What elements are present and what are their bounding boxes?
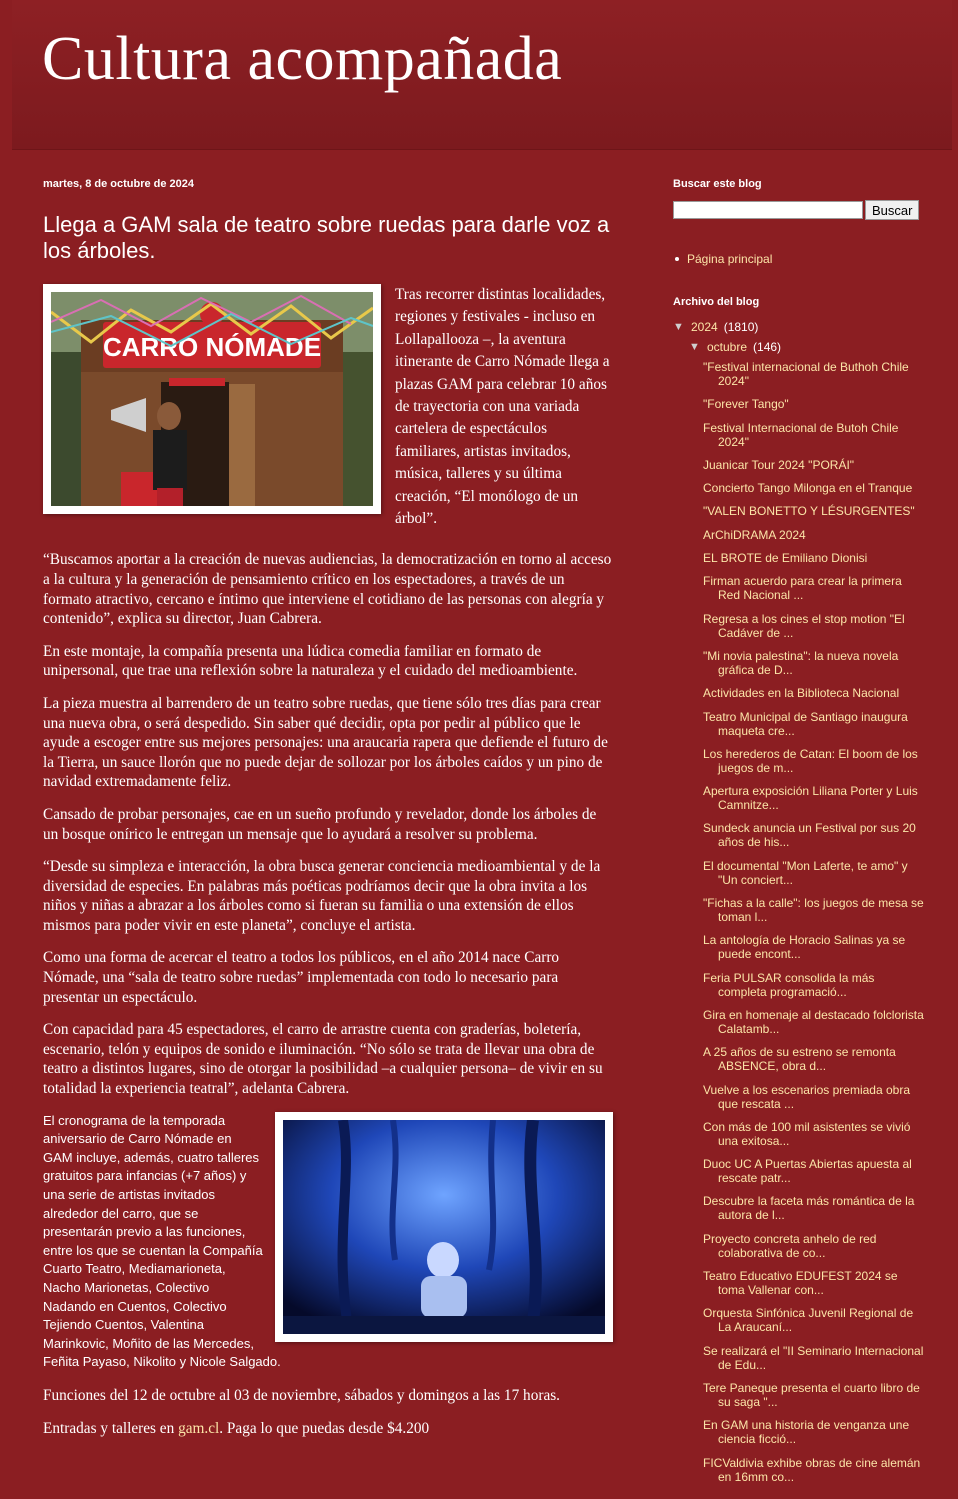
carro-nomade-photo [51, 292, 373, 506]
archive-post-item [703, 1456, 925, 1484]
forest-stage-photo [283, 1120, 605, 1334]
archive-post-link[interactable]: Gira en homenaje al destacado folclorista Calatamb... [703, 1007, 924, 1036]
tickets-suffix: . Paga lo que puedas desde $4.200 [219, 1419, 430, 1437]
image-sign-text: CARRO NÓMADE [102, 331, 322, 362]
archive-post-link[interactable]: ArChiDRAMA 2024 [703, 527, 806, 542]
archive-post-item [703, 1381, 925, 1409]
archive-post-item [703, 1194, 925, 1222]
post-paragraph: Como una forma de acercar el teatro a todos los públicos, en el año 2014 nace Carro Nómade, una “sala de teatro sobre ruedas” implementada con todo lo necesario para presentar un espectáculo. [43, 949, 560, 1006]
archive-year [673, 320, 925, 334]
post-paragraph: La pieza muestra al barrendero de un teatro sobre ruedas, que tiene sólo tres días para crear una nueva obra, o será despedido. Sin saber qué decidir, opta por pedir al público que le ayude a escoger entre sus mejores personajes: una araucaria rapera que defiende el futuro de la Tierra, un sauce llorón que no puede dejar de sollozar por los árboles caídos y un pino de navidad extremadamente feliz. [43, 694, 608, 791]
archive-post-item [703, 397, 925, 411]
blog-title[interactable]: Cultura acompañada [42, 25, 563, 93]
archive-post-link[interactable]: Tere Paneque presenta el cuarto libro de su saga "... [703, 1380, 920, 1409]
archive-post-item [703, 574, 925, 602]
archive-post-item [703, 686, 925, 700]
archive-year-count: (1810) [723, 320, 759, 334]
sidebar [673, 178, 925, 1493]
archive-post-link[interactable]: Sundeck anuncia un Festival por sus 20 años de his... [703, 821, 916, 850]
post-paragraph: Con capacidad para 45 espectadores, el carro de arrastre cuenta con graderías, boletería, escenario, telón y equipos de sonido e iluminación. “No sólo se trata de llevar una obra de teatro a distintos lugares, sino de otorgar la posibilidad –a cualquier persona– de vivir en su totalidad la experiencia teatral”, adelanta Cabrera. [43, 1021, 603, 1098]
collapse-toggle-icon[interactable]: ▼ [689, 341, 700, 353]
functions-paragraph: Funciones del 12 de octubre al 03 de noviembre, sábados y domingos a las 17 horas. [43, 1386, 561, 1404]
archive-post-item [703, 481, 925, 495]
archive-post-link[interactable]: Proyecto concreta anhelo de red colaborativa de co... [703, 1231, 877, 1260]
archive-post-link[interactable]: Festival Internacional de Butoh Chile 2024" [703, 420, 899, 449]
archive-post-item [703, 528, 925, 542]
archive-post-link[interactable]: Juanicar Tour 2024 "PORÁI" [703, 457, 855, 472]
archive-post-link[interactable]: Descubre la faceta más romántica de la autora de l... [703, 1194, 915, 1223]
post-paragraph: Cansado de probar personajes, cae en un sueño profundo y revelador, donde los árboles de un bosque onírico le entregan un mensaje que lo ayudará a resolver su problema. [43, 805, 597, 843]
archive-post-item [703, 360, 925, 388]
archive-post-link[interactable]: "Fichas a la calle": los juegos de mesa se toman l... [703, 896, 924, 925]
archive-post-item [703, 1269, 925, 1297]
archive-post-link[interactable]: Teatro Municipal de Santiago inaugura maqueta cre... [703, 709, 908, 738]
archive-post-item [703, 1157, 925, 1185]
search-input[interactable] [673, 201, 863, 219]
archive-post-item [703, 649, 925, 677]
archive-post-link[interactable]: La antología de Horacio Salinas ya se puede encont... [703, 933, 906, 962]
post-title[interactable]: Llega a GAM sala de teatro sobre ruedas para darle voz a los árboles. [43, 212, 610, 263]
archive-post-item [703, 1344, 925, 1372]
archive-post-link[interactable]: Actividades en la Biblioteca Nacional [703, 686, 900, 701]
archive-post-item [703, 458, 925, 472]
archive-post-item [703, 504, 925, 518]
archive-post-link[interactable]: Orquesta Sinfónica Juvenil Regional de La Araucaní... [703, 1306, 914, 1335]
archive-post-link[interactable]: Firman acuerdo para crear la primera Red Nacional ... [703, 574, 902, 603]
archive-post-item [703, 784, 925, 812]
archive-post-item [703, 1232, 925, 1260]
post-paragraph: “Buscamos aportar a la creación de nuevas audiencias, la democratización en torno al acceso a la cultura y la generación de pensamiento crítico en los espectadores, a través de un formato atractivo, cercano e íntimo que interviene el cotidiano de las personas con alegría y contenido”, explica su director, Juan Cabrera. [43, 551, 612, 628]
archive-post-link[interactable]: Vuelve a los escenarios premiada obra que rescata ... [703, 1082, 911, 1111]
archive-post-link[interactable]: Con más de 100 mil asistentes se vivió una exitosa... [703, 1119, 911, 1148]
archive-post-item [703, 1083, 925, 1111]
archive-post-link[interactable]: A 25 años de su estreno se remonta ABSENCE, obra d... [703, 1045, 896, 1074]
archive-post-item [703, 1120, 925, 1148]
archive-post-item [703, 710, 925, 738]
archive-post-link[interactable]: EL BROTE de Emiliano Dionisi [703, 551, 868, 566]
main-column [43, 178, 613, 1451]
pages-list [673, 252, 925, 266]
post-paragraph: En este montaje, la compañía presenta una lúdica comedia familiar en formato de unipersonal, que trae una reflexión sobre la naturaleza y el cuidado del medioambiente. [43, 642, 578, 680]
archive-post-link[interactable]: Regresa a los cines el stop motion "El Cadáver de ... [703, 611, 905, 640]
archive-post-item [703, 933, 925, 961]
archive-post-link[interactable]: "Mi novia palestina": la nueva novela gráfica de D... [703, 648, 899, 677]
archive-post-link[interactable]: Duoc UC A Puertas Abiertas apuesta al rescate patr... [703, 1157, 912, 1186]
archive-post-item [703, 821, 925, 849]
archive-post-link[interactable]: Concierto Tango Milonga en el Tranque [703, 481, 913, 496]
archive-post-link[interactable]: Se realizará el "II Seminario Internacional de Edu... [703, 1343, 924, 1372]
post-date: martes, 8 de octubre de 2024 [43, 178, 195, 190]
tickets-prefix: Entradas y talleres en [43, 1419, 179, 1437]
archive-post-item [703, 1306, 925, 1334]
archive-post-item [703, 896, 925, 924]
gam-link[interactable]: gam.cl [178, 1419, 220, 1437]
archive-posts-list [703, 360, 925, 1484]
archive-post-item [703, 859, 925, 887]
pages-list-item [675, 252, 925, 266]
archive-month-link[interactable]: octubre [707, 340, 748, 354]
archive-post-item [703, 612, 925, 640]
post-paragraph: “Desde su simpleza e interacción, la obra busca generar conciencia medioambiental y de la diversidad de especies. En palabras más poéticas podríamos decir que la obra invita a los niños y niñas a abrazar a los árboles como si fueran su familia o una extensión de ellos mismos para poder vivir en este planeta”, concluye el artista. [43, 858, 601, 934]
schedule-paragraph: El cronograma de la temporada aniversario de Carro Nómade en GAM incluye, además, cuatro talleres gratuitos para infancias (+7 años) y una serie de artistas invitados alrededor del carro, que se presentarán previo a las funciones, entre los que se cuentan la Compañía Cuarto Teatro, Mediamarioneta, Nacho Marionetas, Colectivo Nadando en Cuentos, Colectivo Tejiendo Cuentos, Valentina Marinkovic, Moñito de las Mercedes, Feñita Payaso, Nikolito y Nicole Salgado. [43, 1112, 281, 1370]
archive-post-link[interactable]: "VALEN BONETTO Y LÉSURGENTES" [703, 504, 915, 519]
archive-widget-title: Archivo del blog [673, 296, 760, 308]
archive-post-link[interactable]: Teatro Educativo EDUFEST 2024 se toma Vallenar con... [703, 1269, 898, 1298]
archive-post-link[interactable]: Los herederos de Catan: El boom de los juegos de m... [703, 746, 918, 775]
post-image-forest-stage[interactable] [275, 1112, 613, 1342]
archive-post-link[interactable]: "Forever Tango" [703, 397, 789, 412]
archive-post-link[interactable]: El documental "Mon Laferte, te amo" y "Un conciert... [703, 858, 908, 887]
archive-post-item [703, 1008, 925, 1036]
archive-post-item [703, 747, 925, 775]
archive-post-link[interactable]: FICValdivia exhibe obras de cine alemán en 16mm co... [703, 1455, 921, 1484]
archive-month-count: (146) [753, 340, 782, 354]
archive-post-link[interactable]: Apertura exposición Liliana Porter y Luis Camnitze... [703, 784, 918, 813]
post-image-carro-nomade[interactable] [43, 284, 381, 514]
archive-post-link[interactable]: Feria PULSAR consolida la más completa programació... [703, 970, 875, 999]
search-form [673, 200, 925, 220]
search-widget-title: Buscar este blog [673, 178, 762, 190]
archive-post-item [703, 421, 925, 449]
archive-post-link[interactable]: "Festival internacional de Buthoh Chile 2024" [703, 360, 909, 388]
search-button[interactable]: Buscar [865, 200, 919, 220]
archive-month [689, 340, 925, 354]
archive-post-link[interactable]: En GAM una historia de venganza une ciencia ficció... [703, 1418, 910, 1447]
tickets-paragraph [43, 1419, 613, 1439]
archive-post-item [703, 1045, 925, 1073]
archive-year-link[interactable]: 2024 [691, 320, 718, 334]
bullet-icon [675, 257, 679, 261]
archive-post-item [703, 971, 925, 999]
collapse-toggle-icon[interactable]: ▼ [673, 321, 684, 333]
archive-post-item [703, 551, 925, 565]
post-intro: Tras recorrer distintas localidades, regiones y festivales - incluso en Lollapallooza –, la aventura itinerante de Carro Nómade llega a plazas GAM para celebrar 10 años de trayectoria con una variada cartelera de espectáculos familiares, artistas invitados, música, talleres y su última creación, “El monólogo de un árbol”. [395, 285, 610, 527]
archive-post-item [703, 1418, 925, 1446]
home-page-link[interactable]: Página principal [687, 252, 773, 266]
blog-header [12, 0, 952, 150]
